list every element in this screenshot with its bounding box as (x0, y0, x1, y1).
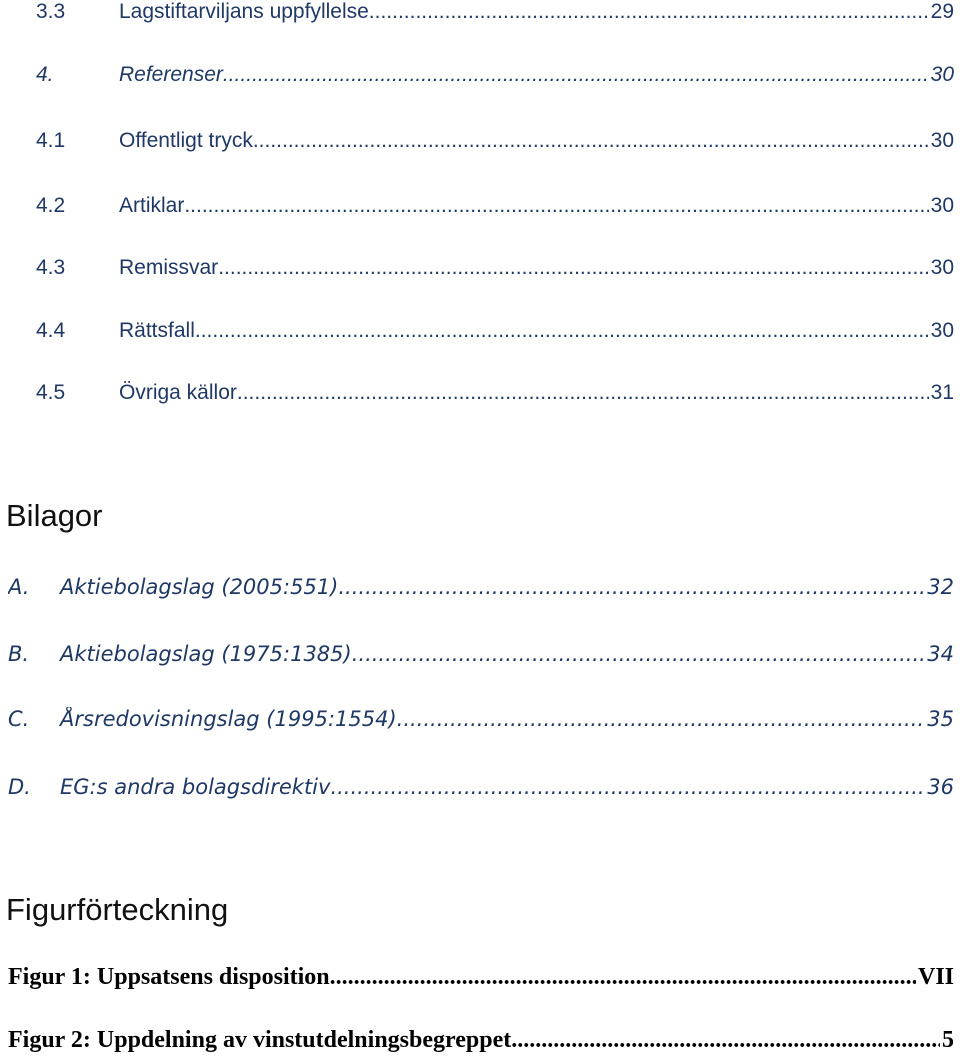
toc-entry-title: Lagstiftarviljans uppfyllelse (119, 0, 369, 23)
toc-entry-title: EG:s andra bolagsdirektiv (60, 775, 331, 799)
toc-dot-leader (338, 575, 925, 599)
toc-entry-4[interactable] (36, 63, 954, 87)
toc-entry-title: Övriga källor (119, 381, 237, 404)
toc-entry-title: Aktiebolagslag (1975:1385) (60, 642, 352, 666)
toc-dot-leader (511, 1027, 940, 1054)
toc-entry-page: 30 (930, 63, 954, 86)
toc-entry-4-3[interactable] (36, 256, 954, 280)
toc-entry-title: Rättsfall (119, 319, 195, 342)
toc-dot-leader (330, 775, 925, 799)
toc-dot-leader (195, 319, 929, 343)
appendix-entry-a[interactable] (8, 575, 954, 599)
toc-entry-title: Offentligt tryck (119, 129, 253, 152)
toc-entry-page: 30 (930, 256, 954, 279)
toc-dot-leader (352, 642, 926, 666)
toc-entry-title: Figur 1: Uppsatsens disposition (8, 964, 330, 990)
figure-entry-1[interactable] (8, 964, 954, 991)
appendix-entry-d[interactable] (8, 775, 954, 799)
toc-entry-page: 35 (927, 707, 954, 731)
toc-dot-leader (369, 0, 929, 24)
appendix-entry-b[interactable] (8, 642, 954, 666)
toc-entry-title: Aktiebolagslag (2005:551) (60, 575, 339, 599)
toc-entry-page: 29 (930, 0, 954, 23)
toc-entry-title: Referenser (119, 63, 223, 86)
toc-entry-page: 30 (930, 319, 954, 342)
toc-entry-title: Remissvar (119, 256, 219, 279)
toc-entry-number: C. (8, 707, 30, 731)
toc-entry-page: 36 (927, 775, 954, 799)
toc-entry-number: B. (8, 642, 30, 666)
toc-entry-page: 34 (927, 642, 954, 666)
toc-dot-leader (218, 256, 928, 280)
toc-entry-number: 4.5 (36, 381, 66, 404)
appendix-entry-c[interactable] (8, 707, 954, 731)
toc-entry-number: 4.3 (36, 256, 66, 279)
toc-entry-page: 30 (930, 129, 954, 152)
toc-entry-4-4[interactable] (36, 319, 954, 343)
toc-entry-4-2[interactable] (36, 194, 954, 218)
toc-entry-number: 3.3 (36, 0, 66, 23)
toc-entry-page: 30 (930, 194, 954, 217)
toc-entry-number: D. (8, 775, 31, 799)
toc-dot-leader (237, 381, 929, 405)
toc-entry-number: 4.2 (36, 194, 66, 217)
toc-entry-number: 4.1 (36, 129, 66, 152)
toc-entry-title: Figur 2: Uppdelning av vinstutdelningsbegreppet (8, 1027, 512, 1053)
toc-entry-number: 4.4 (36, 319, 66, 342)
toc-entry-3-3[interactable] (36, 0, 954, 24)
toc-dot-leader (397, 707, 926, 731)
toc-entry-title: Artiklar (119, 194, 185, 217)
figures-heading: Figurförteckning (6, 892, 229, 927)
toc-entry-4-1[interactable] (36, 129, 954, 153)
appendices-heading: Bilagor (6, 498, 103, 533)
toc-entry-number: A. (8, 575, 30, 599)
toc-dot-leader (330, 964, 916, 991)
toc-entry-page: 31 (930, 381, 954, 404)
toc-entry-page: 32 (927, 575, 954, 599)
figure-entry-2[interactable] (8, 1027, 954, 1054)
toc-entry-number: 4. (36, 63, 54, 86)
toc-entry-page: 5 (942, 1027, 954, 1053)
toc-dot-leader (184, 194, 928, 218)
toc-entry-page: VII (917, 964, 954, 990)
toc-dot-leader (253, 129, 929, 153)
toc-entry-4-5[interactable] (36, 381, 954, 405)
toc-dot-leader (223, 63, 929, 87)
toc-entry-title: Årsredovisningslag (1995:1554) (60, 707, 397, 731)
